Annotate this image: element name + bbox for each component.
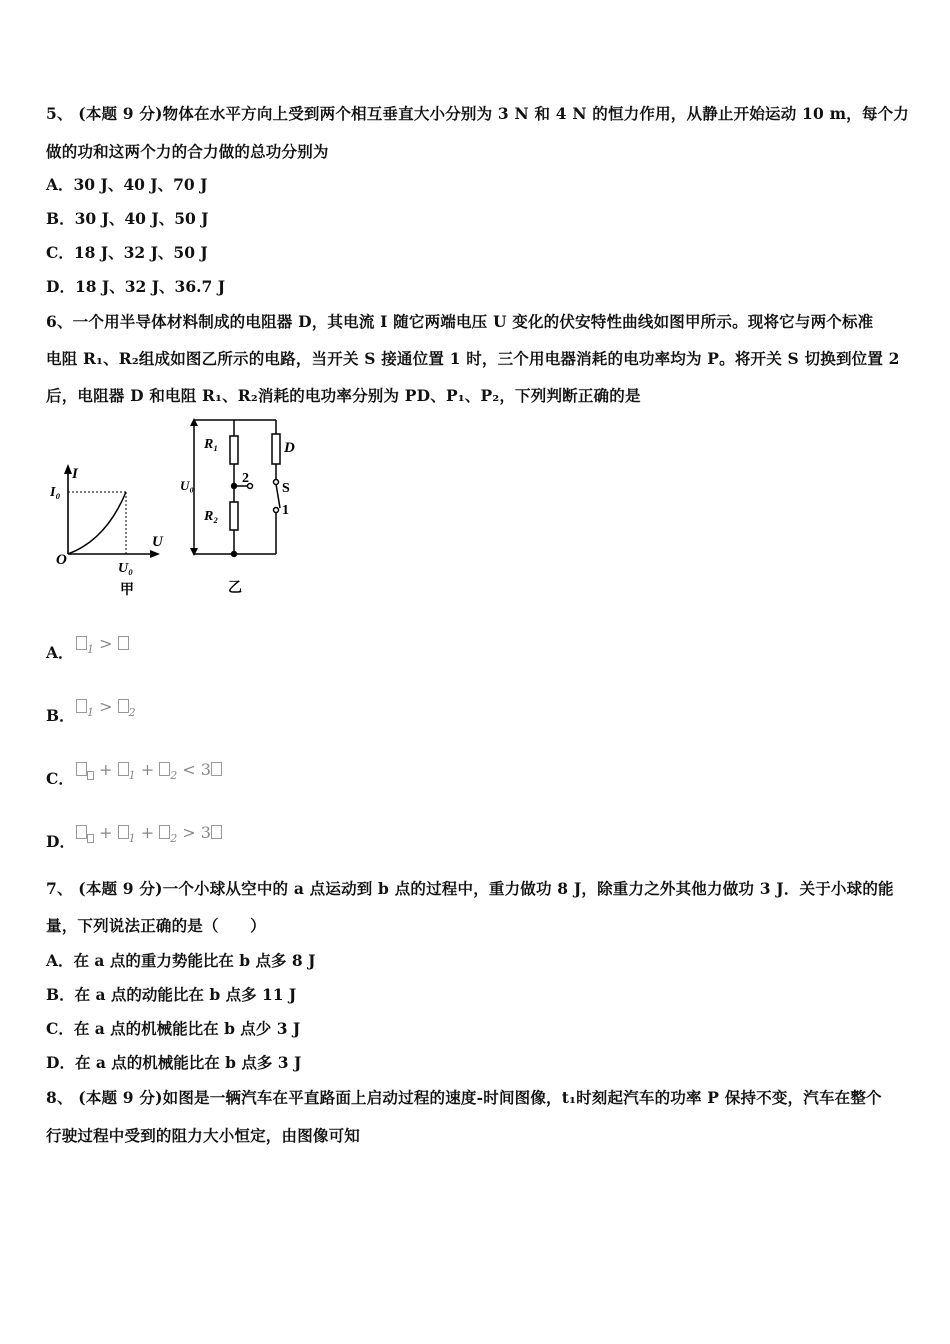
q6-formula-c: + $_1$ + $_2$ < 3 [76, 760, 222, 782]
graph-i-label: I [72, 466, 78, 482]
graph-caption: 甲 [120, 583, 134, 598]
graph-u-label: U [152, 534, 163, 550]
circuit-r2-label: R₂ [204, 509, 219, 524]
q6-formula-d: + $_1$ + $_2$ > 3 [76, 823, 222, 845]
q8-stem-line-1: 8、 (本题 9 分)如图是一辆汽车在平直路面上启动过程的速度-时间图像，t₁时刻起汽车的功率 P 保持不变，汽车在整个 [46, 1088, 882, 1107]
q6-option-d[interactable]: D． [46, 832, 75, 851]
q5-stem-line-1: 5、 (本题 9 分)物体在水平方向上受到两个相互垂直大小分别为 3 N 和 4 N 的恒力作用，从静止开始运动 10 m，每个力 [46, 104, 909, 123]
circuit-s-label: S [282, 481, 290, 496]
resistor-r1 [230, 436, 238, 464]
q8-stem-line-2: 行驶过程中受到的阻力大小恒定，由图像可知 [46, 1126, 361, 1145]
q6-option-c[interactable]: C． [46, 769, 74, 788]
q6-stem-line-3: 后，电阻器 D 和电阻 R₁、R₂消耗的电功率分别为 PD、P₁、P₂，下列判断正确的是 [46, 386, 641, 405]
q5-stem-line-2: 做的功和这两个力的合力做的总功分别为 [46, 142, 329, 161]
q6-option-b[interactable]: B． [46, 706, 75, 725]
circuit-pos2-label: 2 [242, 471, 249, 486]
q6-figure [44, 414, 314, 600]
q7-option-b[interactable]: B．在 a 点的动能比在 b 点多 11 J [46, 985, 297, 1004]
resistor-r2 [230, 502, 238, 530]
q6-stem-line-1: 6、一个用半导体材料制成的电阻器 D，其电流 I 随它两端电压 U 变化的伏安特性曲线如图甲所示。现将它与两个标准 [46, 312, 874, 331]
circuit-pos1-label: 1 [282, 503, 289, 518]
circuit-r1-label: R₁ [204, 437, 219, 452]
circuit-u0-label: U₀ [180, 478, 194, 493]
q6-formula-b: $_1$ > $_2$ [76, 697, 136, 719]
iv-curve [68, 492, 126, 554]
circuit-d-label: D [284, 440, 295, 456]
graph-origin-label: O [56, 552, 67, 568]
q6-stem-line-2: 电阻 R₁、R₂组成如图乙所示的电路，当开关 S 接通位置 1 时，三个用电器消耗的电功率均为 P。将开关 S 切换到位置 2 [46, 349, 900, 368]
q7-stem-line-1: 7、 (本题 9 分)一个小球从空中的 a 点运动到 b 点的过程中，重力做功 8 J，除重力之外其他力做功 3 J．关于小球的能 [46, 879, 894, 898]
resistor-d [272, 434, 280, 464]
q5-option-b[interactable]: B．30 J、40 J、50 J [46, 209, 209, 228]
graph-i0-label: I₀ [50, 485, 61, 500]
q7-option-d[interactable]: D．在 a 点的机械能比在 b 点多 3 J [46, 1053, 302, 1072]
q6-option-a[interactable]: A． [46, 643, 74, 662]
q7-stem-line-2: 量，下列说法正确的是（ ） [46, 916, 266, 935]
graph-u0-label: U₀ [118, 561, 133, 576]
q6-formula-a: $_1$ > [76, 634, 129, 656]
circuit-caption: 乙 [228, 581, 242, 596]
q5-option-c[interactable]: C．18 J、32 J、50 J [46, 243, 208, 262]
q5-option-d[interactable]: D．18 J、32 J、36.7 J [46, 277, 226, 296]
q5-option-a[interactable]: A．30 J、40 J、70 J [46, 175, 208, 194]
q7-option-a[interactable]: A．在 a 点的重力势能比在 b 点多 8 J [46, 951, 316, 970]
iv-graph [49, 464, 164, 598]
switch-s[interactable] [276, 484, 280, 508]
q7-option-c[interactable]: C．在 a 点的机械能比在 b 点少 3 J [46, 1019, 301, 1038]
